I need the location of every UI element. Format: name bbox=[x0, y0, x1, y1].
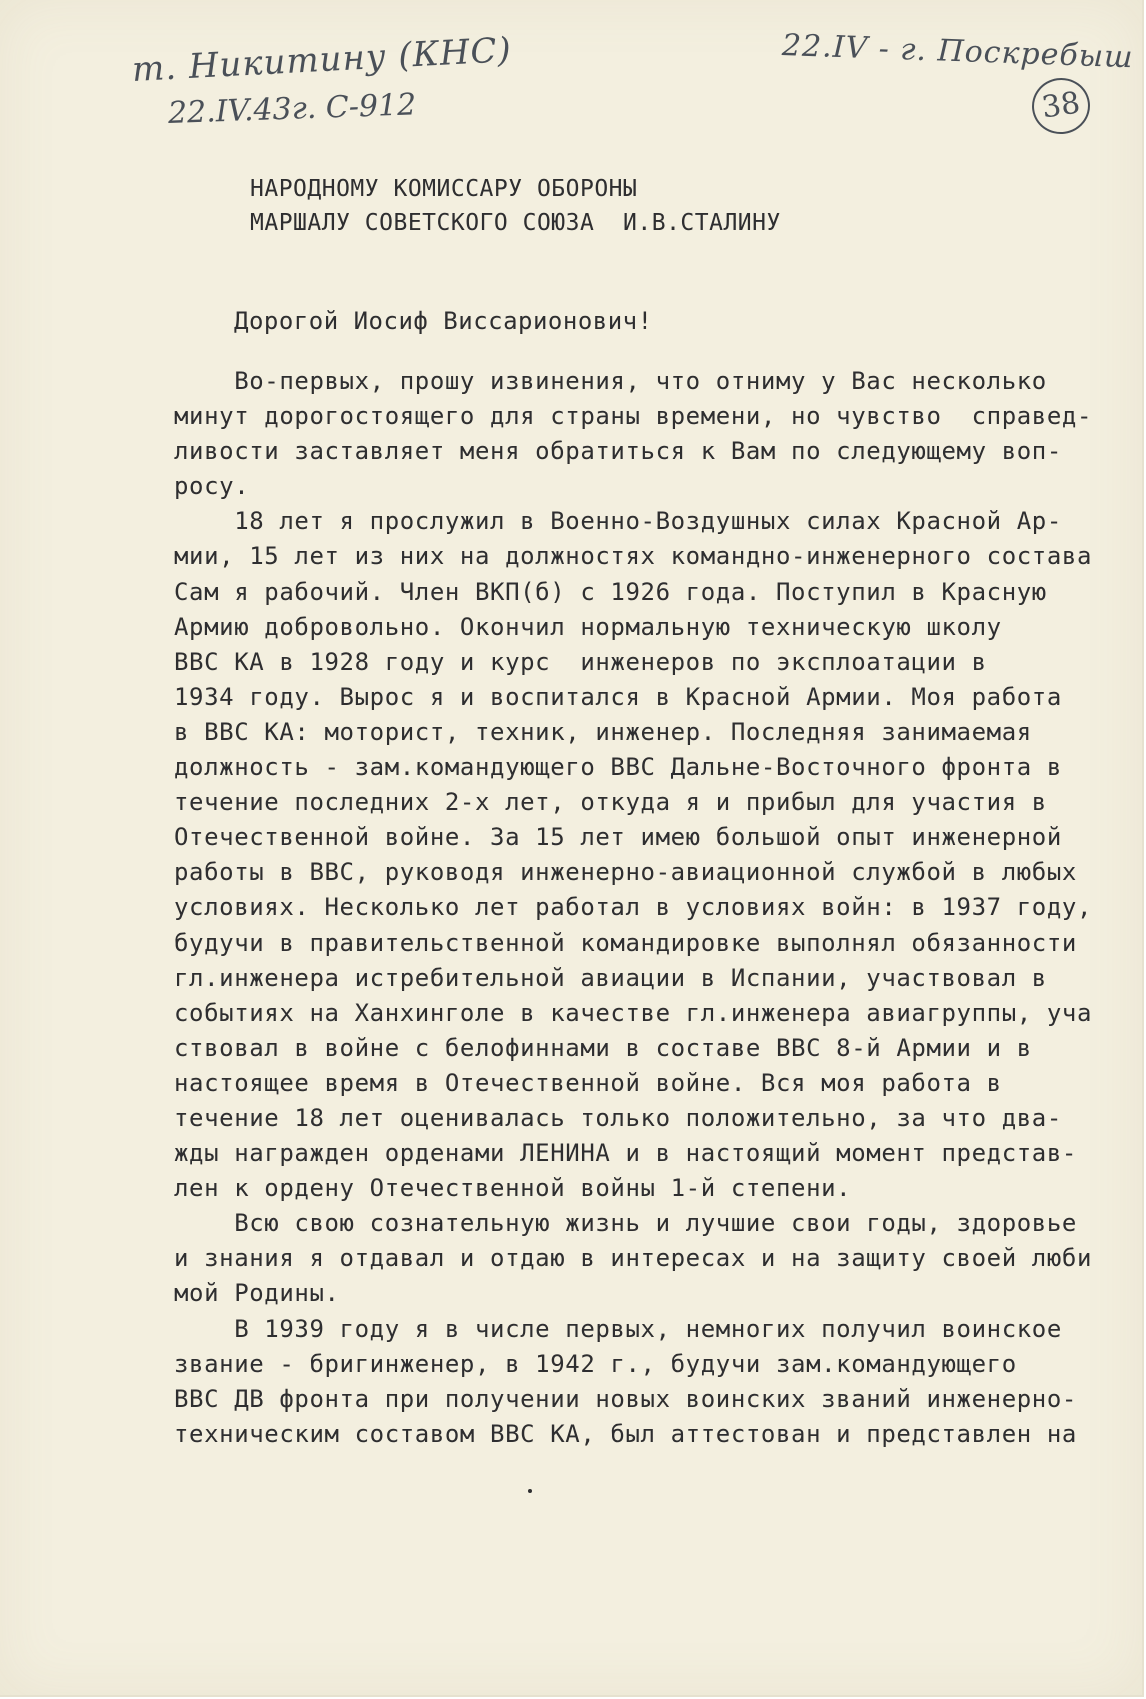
body-line: ВВС КА в 1928 году и курс инженеров по эксплоатации в bbox=[174, 647, 987, 676]
body-line: работы в ВВС, руководя инженерно-авиационной службой в любых bbox=[174, 858, 1077, 887]
letter-body bbox=[174, 364, 1092, 1452]
body-line: жды награжден орденами ЛЕНИНА и в настоящий момент представ- bbox=[174, 1139, 1077, 1168]
body-line: и знания я отдавал и отдаю в интересах и на защиту своей люби bbox=[174, 1244, 1093, 1273]
heading-line-1: НАРОДНОМУ КОМИССАРУ ОБОРОНЫ bbox=[250, 176, 638, 202]
body-line: ливости заставляет меня обратиться к Вам по следующему воп- bbox=[174, 437, 1062, 466]
body-line: В 1939 году я в числе первых, немногих получил воинское bbox=[174, 1314, 1062, 1343]
body-line: условиях. Несколько лет работал в условиях войн: в 1937 году, bbox=[174, 893, 1093, 922]
body-line: Армию добровольно. Окончил нормальную техническую школу bbox=[174, 612, 1002, 641]
body-line: Во-первых, прошу извинения, что отниму у Вас несколько bbox=[174, 367, 1047, 395]
body-line: ствовал в войне с белофиннами в составе ВВС 8-й Армии и в bbox=[174, 1033, 1032, 1062]
ink-dot bbox=[528, 1489, 532, 1493]
body-line: должность - зам.командующего ВВС Дальне-Восточного фронта в bbox=[174, 753, 1062, 782]
body-line: гл.инженера истребительной авиации в Испании, участвовал в bbox=[174, 963, 1047, 992]
body-line: 18 лет я прослужил в Военно-Воздушных силах Красной Ар- bbox=[174, 507, 1062, 536]
handwritten-registration-date: 22.IV.43г. С-912 bbox=[167, 87, 417, 131]
body-line: Всю свою сознательную жизнь и лучшие свои годы, здоровье bbox=[174, 1209, 1077, 1238]
letter-greeting: Дорогой Иосиф Виссарионович! bbox=[234, 307, 653, 335]
body-line: ВВС ДВ фронта при получении новых воинских званий инженерно- bbox=[174, 1384, 1077, 1413]
body-line: настоящее время в Отечественной войне. Вся моя работа в bbox=[174, 1068, 1002, 1097]
circled-page-number: 38 bbox=[1028, 74, 1093, 138]
body-line: минут дорогостоящего для страны времени, но чувство справед- bbox=[174, 402, 1093, 431]
body-line: течение 18 лет оценивалась только положительно, за что два- bbox=[174, 1103, 1062, 1132]
body-line: лен к ордену Отечественной войны 1-й степени. bbox=[174, 1174, 852, 1203]
body-line: техническим составом ВВС КА, был аттестован и представлен на bbox=[174, 1419, 1077, 1448]
handwritten-addressee-note: т. Никитину (КНС) bbox=[130, 30, 513, 90]
body-line: звание - бригинженер, в 1942 г., будучи зам.командующего bbox=[174, 1349, 1017, 1378]
handwritten-date-signature: 22.IV - г. Поскребыш bbox=[781, 28, 1135, 76]
body-line: событиях на Ханхинголе в качестве гл.инженера авиагруппы, уча bbox=[174, 998, 1093, 1027]
body-line: росу. bbox=[174, 472, 250, 501]
body-line: Сам я рабочий. Член ВКП(б) с 1926 года. Поступил в Красную bbox=[174, 577, 1047, 606]
body-line: 1934 году. Вырос я и воспитался в Красной Армии. Моя работа bbox=[174, 682, 1062, 711]
body-line: Отечественной войне. За 15 лет имею большой опыт инженерной bbox=[174, 823, 1062, 852]
body-line: мии, 15 лет из них на должностях командно-инженерного состава bbox=[174, 542, 1093, 571]
body-line: течение последних 2-х лет, откуда я и прибыл для участия в bbox=[174, 788, 1047, 817]
heading-line-2: МАРШАЛУ СОВЕТСКОГО СОЮЗА И.В.СТАЛИНУ bbox=[250, 210, 781, 236]
body-line: в ВВС КА: моторист, техник, инженер. Последняя занимаемая bbox=[174, 717, 1032, 746]
body-line: будучи в правительственной командировке выполнял обязанности bbox=[174, 928, 1077, 957]
body-line: мой Родины. bbox=[174, 1279, 340, 1308]
